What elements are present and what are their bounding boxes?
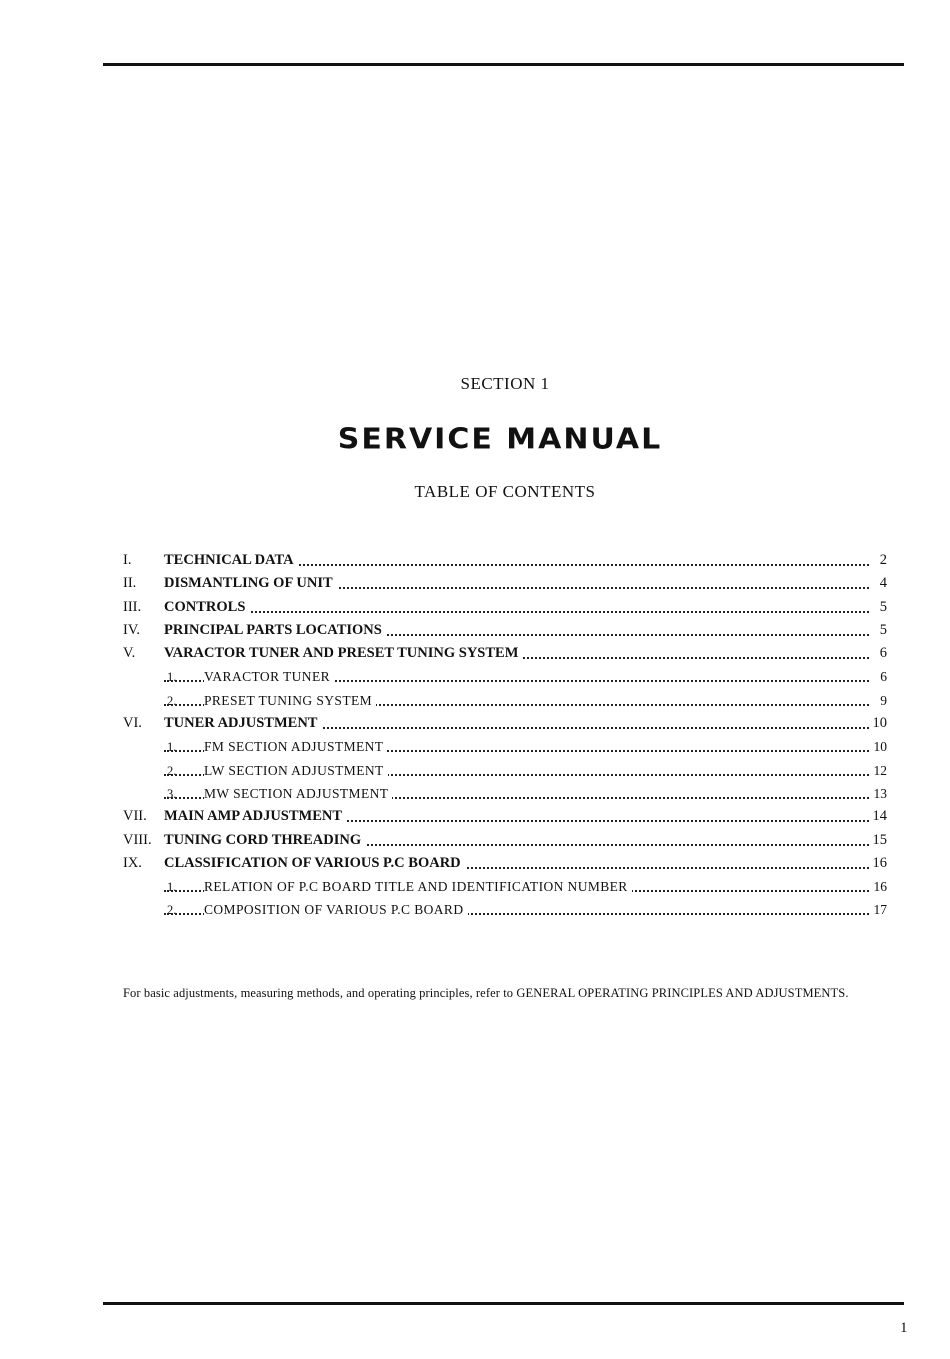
toc-entry-page: 10 [871,739,888,755]
toc-entry-page: 9 [877,693,887,709]
toc-entry-title: CLASSIFICATION OF VARIOUS P.C BOARD [164,855,465,872]
toc-entry-page: 4 [877,575,887,592]
toc-entry [123,736,887,759]
toc-entry [123,713,887,736]
toc-entry-title: TECHNICAL DATA [164,552,298,569]
reference-note: For basic adjustments, measuring methods, and operating principles, refer to GENERAL OPERATING PRINCIPLES AND ADJUSTMENTS. [123,986,849,1000]
page-title: SERVICE MANUAL [337,422,663,457]
toc-entry-page: 5 [877,599,887,616]
toc-entry-page: 10 [870,715,888,732]
toc-entry-number: 1. [167,670,177,685]
toc-entry-number: 1. [167,880,177,895]
toc-entry [123,666,887,689]
toc-entry [123,830,887,853]
toc-entry [123,806,887,829]
toc-entry [123,783,887,806]
section-label: SECTION 1 [460,374,550,393]
toc-entry-page: 12 [871,763,888,779]
toc-entry-number: 2. [167,763,177,778]
toc-entry-page: 15 [870,832,888,849]
page-number: 1 [900,1320,908,1336]
toc-entry-title: COMPOSITION OF VARIOUS P.C BOARD [204,902,468,918]
toc-entry-page: 13 [871,786,888,802]
toc-entry [123,643,887,666]
table-of-contents [123,550,887,923]
toc-entry-title: PRINCIPAL PARTS LOCATIONS [164,622,386,639]
toc-entry-number: VII. [123,808,147,825]
toc-entry-page: 16 [871,879,888,895]
toc-entry-page: 5 [877,622,887,639]
toc-entry-page: 6 [877,669,887,685]
toc-entry-page: 17 [871,902,888,918]
toc-entry [123,620,887,643]
toc-entry-title: VARACTOR TUNER AND PRESET TUNING SYSTEM [164,645,522,662]
top-rule [103,63,904,66]
toc-entry [123,876,887,899]
toc-entry [123,853,887,876]
toc-entry [123,760,887,783]
toc-entry-number: VI. [123,715,142,732]
toc-entry-title: MAIN AMP ADJUSTMENT [164,808,346,825]
toc-entry-number: IV. [123,621,141,638]
toc-entry-page: 2 [877,552,887,569]
toc-entry-title: DISMANTLING OF UNIT [164,575,337,592]
toc-entry-number: V. [123,645,136,662]
toc-entry-page: 14 [870,808,888,825]
toc-entry-number: VIII. [123,831,152,848]
toc-entry-number: 1. [167,740,177,755]
bottom-rule [103,1302,904,1305]
toc-entry [123,597,887,620]
toc-entry-number: IX. [123,854,142,871]
toc-entry [123,690,887,713]
toc-leader-dots [164,611,869,613]
toc-entry-title: CONTROLS [164,599,249,616]
toc-entry-title: MW SECTION ADJUSTMENT [204,786,392,802]
toc-entry-number: 2. [167,903,177,918]
toc-entry-page: 16 [870,855,888,872]
toc-heading: TABLE OF CONTENTS [414,482,596,501]
toc-entry-number: 3. [167,786,177,801]
toc-entry-number: III. [123,598,142,615]
toc-entry-title: TUNER ADJUSTMENT [164,715,321,732]
toc-entry-title: PRESET TUNING SYSTEM [204,693,376,709]
toc-entry-number: I. [123,552,132,568]
toc-entry-title: LW SECTION ADJUSTMENT [204,763,388,779]
toc-entry-page: 6 [877,645,887,662]
toc-entry [123,550,887,573]
toc-entry [123,573,887,596]
toc-entry-title: TUNING CORD THREADING [164,832,365,849]
toc-entry-title: FM SECTION ADJUSTMENT [204,739,387,755]
toc-entry-number: 2. [167,693,177,708]
toc-entry [123,899,887,922]
toc-entry-number: II. [123,575,137,592]
toc-entry-title: RELATION OF P.C BOARD TITLE AND IDENTIFICATION NUMBER [204,879,632,895]
toc-entry-title: VARACTOR TUNER [204,669,334,685]
